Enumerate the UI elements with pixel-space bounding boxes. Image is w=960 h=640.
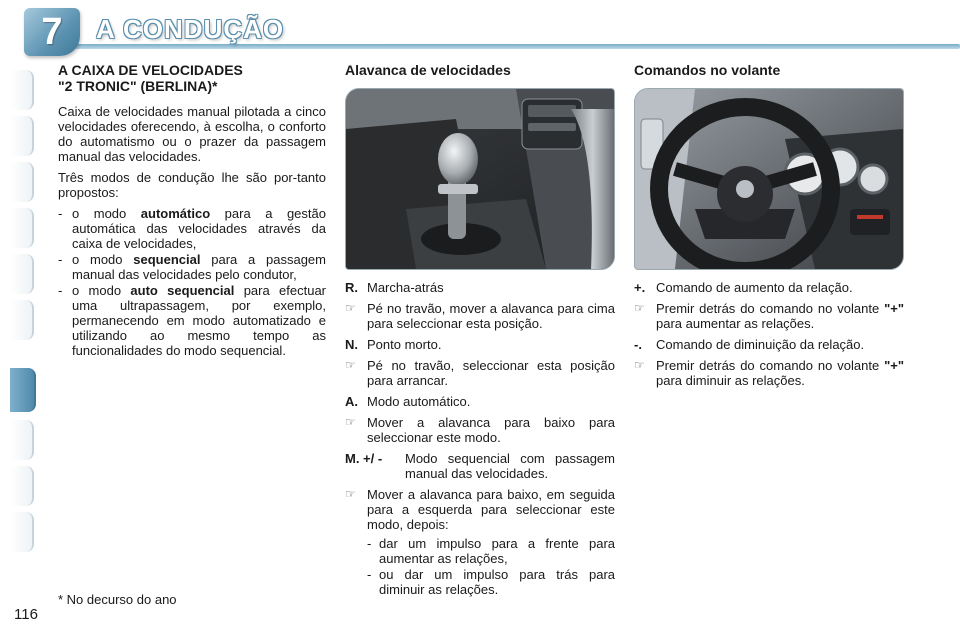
chapter-tab[interactable]	[10, 70, 34, 110]
position-key: N.	[345, 337, 358, 352]
modes-paragraph: Três modos de condução lhe são por-tanto propostos:	[58, 170, 326, 200]
chapter-tab[interactable]	[10, 116, 34, 156]
chapter-title: A CONDUÇÃO	[96, 14, 285, 44]
list-item	[345, 301, 615, 331]
list-item	[345, 337, 615, 352]
text-fragment: Premir detrás do comando no volante	[656, 358, 885, 373]
chapter-tab[interactable]	[10, 300, 34, 340]
page-header	[0, 0, 960, 58]
dash-bullet: -	[58, 206, 63, 221]
gear-lever-photo	[345, 88, 615, 270]
text-fragment: para a passagem manual das velocidades pelo condutor,	[72, 252, 326, 282]
text-fragment: para efectuar uma ultrapassagem, por exemplo, permanecendo em modo automatizado e utilizando ao mesmo tempo as funcionalidades do modo sequencial.	[72, 283, 327, 358]
position-key: M. +/ -	[345, 451, 383, 466]
chapter-tab[interactable]	[10, 466, 34, 506]
list-item	[367, 536, 615, 566]
pointing-hand-icon: ☞	[634, 358, 645, 372]
dash-bullet: -	[367, 536, 372, 551]
chapter-number: 7	[41, 11, 63, 53]
lever-positions-list	[345, 280, 615, 597]
instruction-text: Mover a alavanca para baixo, em seguida para a esquerda para seleccionar este modo, depois:	[367, 487, 615, 532]
text-fragment: o modo	[72, 283, 131, 298]
sub-item-text: dar um impulso para a frente para aumentar as relações,	[379, 536, 615, 566]
position-desc: Modo automático.	[367, 394, 471, 409]
column-steering-controls	[634, 62, 904, 394]
footnote: * No decurso do ano	[58, 592, 177, 607]
list-item	[58, 252, 326, 282]
keyword: "+"	[884, 358, 904, 373]
control-key: +.	[634, 280, 646, 295]
keyword: automático	[140, 206, 211, 221]
text-fragment: para a gestão automática das velocidades através da caixa de velocidades,	[72, 206, 326, 251]
pointing-hand-icon: ☞	[345, 415, 356, 429]
list-item	[58, 206, 326, 251]
section-heading-steering: Comandos no volante	[634, 62, 781, 78]
column-gear-lever	[345, 62, 615, 598]
page-number: 116	[14, 606, 38, 623]
text-fragment: o modo	[72, 206, 141, 221]
list-item	[634, 301, 904, 331]
chapter-badge	[24, 8, 80, 56]
steering-controls-list	[634, 280, 904, 388]
position-desc: Marcha-atrás	[367, 280, 444, 295]
text-fragment: para aumentar as relações.	[656, 316, 815, 331]
list-item	[345, 280, 615, 295]
position-key: R.	[345, 280, 358, 295]
position-desc: Ponto morto.	[367, 337, 442, 352]
text-fragment: para diminuir as relações.	[656, 373, 805, 388]
chapter-tab[interactable]	[10, 420, 34, 460]
keyword: sequencial	[133, 252, 201, 267]
instruction-text	[656, 301, 904, 331]
list-item	[345, 487, 615, 532]
list-item	[345, 394, 615, 409]
chapter-tab-active[interactable]	[10, 368, 36, 412]
keyword: auto sequencial	[130, 283, 235, 298]
list-item	[367, 567, 615, 597]
pointing-hand-icon: ☞	[345, 487, 356, 501]
steering-wheel-illustration	[635, 89, 903, 269]
list-item	[634, 280, 904, 295]
list-item-text	[72, 283, 326, 358]
instruction-text	[656, 358, 904, 388]
modes-list	[58, 206, 326, 358]
dash-bullet: -	[58, 283, 63, 298]
position-desc: Modo sequencial com passagem manual das velocidades.	[405, 451, 615, 481]
control-desc: Comando de aumento da relação.	[656, 280, 853, 295]
gear-lever-illustration	[346, 89, 614, 269]
dash-bullet: -	[367, 567, 372, 582]
chapter-tabs	[10, 70, 36, 580]
text-fragment: o modo	[72, 252, 134, 267]
list-item	[345, 415, 615, 445]
chapter-tab[interactable]	[10, 208, 34, 248]
chapter-tab[interactable]	[10, 254, 34, 294]
control-key: -.	[634, 337, 642, 352]
intro-paragraph: Caixa de velocidades manual pilotada a cinco velocidades oferecendo, à escolha, o conforto do automatismo ou o prazer da passagem manual das velocidades.	[58, 104, 326, 164]
pointing-hand-icon: ☞	[345, 358, 356, 372]
list-item	[58, 283, 326, 358]
instruction-text: Pé no travão, mover a alavanca para cima para seleccionar esta posição.	[367, 301, 615, 331]
heading-line: A CAIXA DE VELOCIDADES	[58, 62, 243, 78]
pointing-hand-icon: ☞	[634, 301, 645, 315]
chapter-tab[interactable]	[10, 162, 34, 202]
dash-bullet: -	[58, 252, 63, 267]
chapter-tab[interactable]	[10, 512, 34, 552]
list-item	[345, 358, 615, 388]
instruction-text: Pé no travão, seleccionar esta posição para arrancar.	[367, 358, 615, 388]
position-key: A.	[345, 394, 358, 409]
list-item	[634, 337, 904, 352]
keyword: "+"	[884, 301, 904, 316]
section-heading-gearbox	[58, 62, 326, 94]
sub-item-text: ou dar um impulso para trás para diminuir as relações.	[379, 567, 615, 597]
pointing-hand-icon: ☞	[345, 301, 356, 315]
heading-line: "2 TRONIC" (BERLINA)*	[58, 78, 218, 94]
section-heading-lever: Alavanca de velocidades	[345, 62, 511, 78]
list-item-text	[72, 252, 326, 282]
list-item	[634, 358, 904, 388]
steering-wheel-photo	[634, 88, 904, 270]
list-item-text	[72, 206, 326, 251]
column-gearbox-intro	[58, 62, 326, 359]
control-desc: Comando de diminuição da relação.	[656, 337, 865, 352]
list-item	[345, 451, 615, 481]
instruction-text: Mover a alavanca para baixo para seleccionar este modo.	[367, 415, 615, 445]
text-fragment: Premir detrás do comando no volante	[656, 301, 885, 316]
